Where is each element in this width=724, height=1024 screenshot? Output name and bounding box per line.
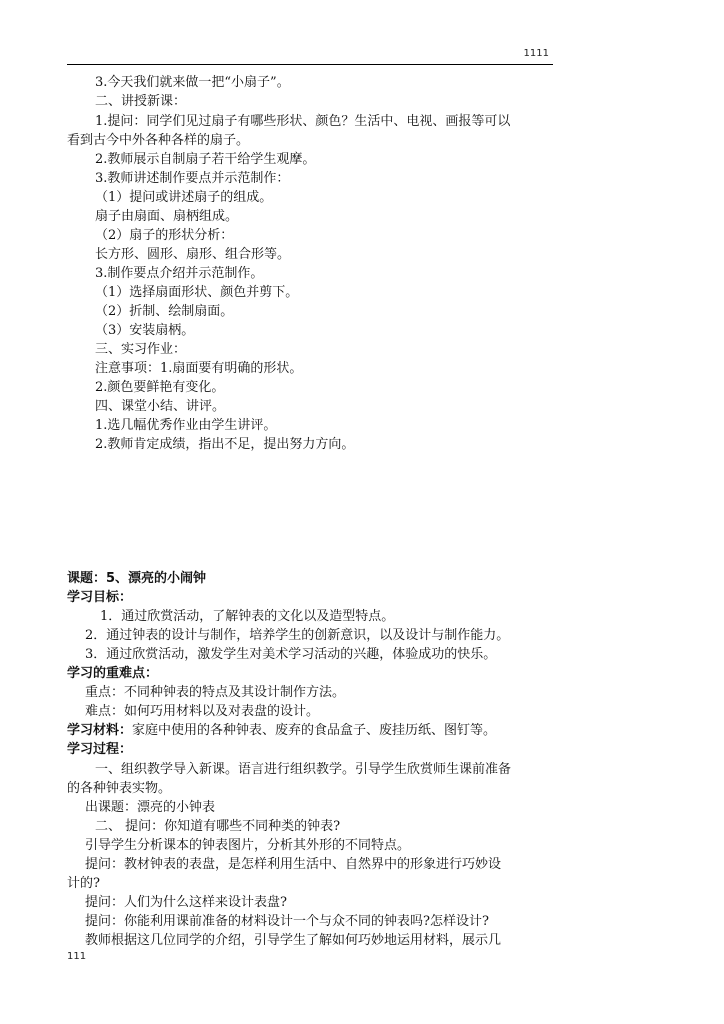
- text-line: 扇子由扇面、扇柄组成。: [95, 209, 239, 224]
- header-rule: [67, 64, 553, 65]
- text-line: （1）提问或讲述扇子的组成。: [95, 190, 273, 205]
- text-line: 2.教师展示自制扇子若干给学生观摩。: [95, 152, 316, 167]
- process-line: 引导学生分析课本的钟表图片，分析其外形的不同特点。: [85, 838, 411, 853]
- header-page-number: 1111: [523, 48, 549, 59]
- key-point: 难点：如何巧用材料以及对表盘的设计。: [85, 704, 320, 719]
- lesson-title: 课题：5、漂亮的小闹钟: [67, 571, 207, 586]
- materials-text: 家庭中使用的各种钟表、废弃的食品盒子、废挂历纸、图钉等。: [132, 723, 497, 738]
- text-line: 三、实习作业：: [95, 342, 187, 357]
- text-line: 1.选几幅优秀作业由学生讲评。: [95, 418, 277, 433]
- process-line: 一、组织教学导入新课。语言进行组织教学。引导学生欣赏师生课前准备: [95, 762, 512, 777]
- goal-item: 3．通过欣赏活动，激发学生对美术学习活动的兴趣，体验成功的快乐。: [85, 647, 497, 662]
- text-line: （2）折制、绘制扇面。: [95, 304, 234, 319]
- text-line: 1.提问：同学们见过扇子有哪些形状、颜色？生活中、电视、画报等可以: [95, 114, 511, 129]
- process-line: 的各种钟表实物。: [67, 781, 172, 796]
- process-line: 二、 提问：你知道有哪些不同种类的钟表?: [95, 819, 341, 834]
- process-heading: 学习过程：: [67, 742, 133, 757]
- text-line: 3.今天我们就来做一把“小扇子”。: [95, 75, 290, 90]
- key-point: 重点：不同种钟表的特点及其设计制作方法。: [85, 685, 346, 700]
- key-heading: 学习的重难点：: [67, 666, 159, 681]
- text-line: （2）扇子的形状分析：: [95, 228, 234, 243]
- text-line: 四、课堂小结、讲评。: [95, 399, 226, 414]
- process-line: 教师根据这几位同学的介绍，引导学生了解如何巧妙地运用材料，展示几: [85, 933, 502, 948]
- text-line: 2.颜色要鲜艳有变化。: [95, 380, 225, 395]
- process-line: 提问：教材钟表的表盘，是怎样利用生活中、自然界中的形象进行巧妙设: [85, 857, 502, 872]
- footer-page-number: 111: [67, 951, 87, 962]
- process-line: 提问：人们为什么这样来设计表盘?: [85, 895, 287, 910]
- text-line: 3.制作要点介绍并示范制作。: [95, 266, 264, 281]
- text-line: 看到古今中外各种各样的扇子。: [67, 133, 250, 148]
- process-line: 出课题：漂亮的小钟表: [85, 800, 216, 815]
- goal-item: 2．通过钟表的设计与制作，培养学生的创新意识，以及设计与制作能力。: [85, 628, 510, 643]
- materials-label: 学习材料：: [67, 723, 133, 738]
- goal-item: 1．通过欣赏活动，了解钟表的文化以及造型特点。: [100, 609, 395, 624]
- text-line: 长方形、圆形、扇形、组合形等。: [95, 247, 291, 262]
- text-line: 二、讲授新课：: [95, 94, 187, 109]
- text-line: 3.教师讲述制作要点并示范制作：: [95, 171, 290, 186]
- process-line: 提问：你能利用课前准备的材料设计一个与众不同的钟表吗?怎样设计?: [85, 914, 489, 929]
- process-line: 计的?: [67, 876, 100, 891]
- text-line: （1）选择扇面形状、颜色并剪下。: [95, 285, 299, 300]
- materials-line: [67, 722, 557, 740]
- goals-heading: 学习目标：: [67, 590, 133, 605]
- text-line: 注意事项：1.扇面要有明确的形状。: [95, 361, 303, 376]
- text-line: （3）安装扇柄。: [95, 323, 195, 338]
- text-line: 2.教师肯定成绩，指出不足，提出努力方向。: [95, 437, 355, 452]
